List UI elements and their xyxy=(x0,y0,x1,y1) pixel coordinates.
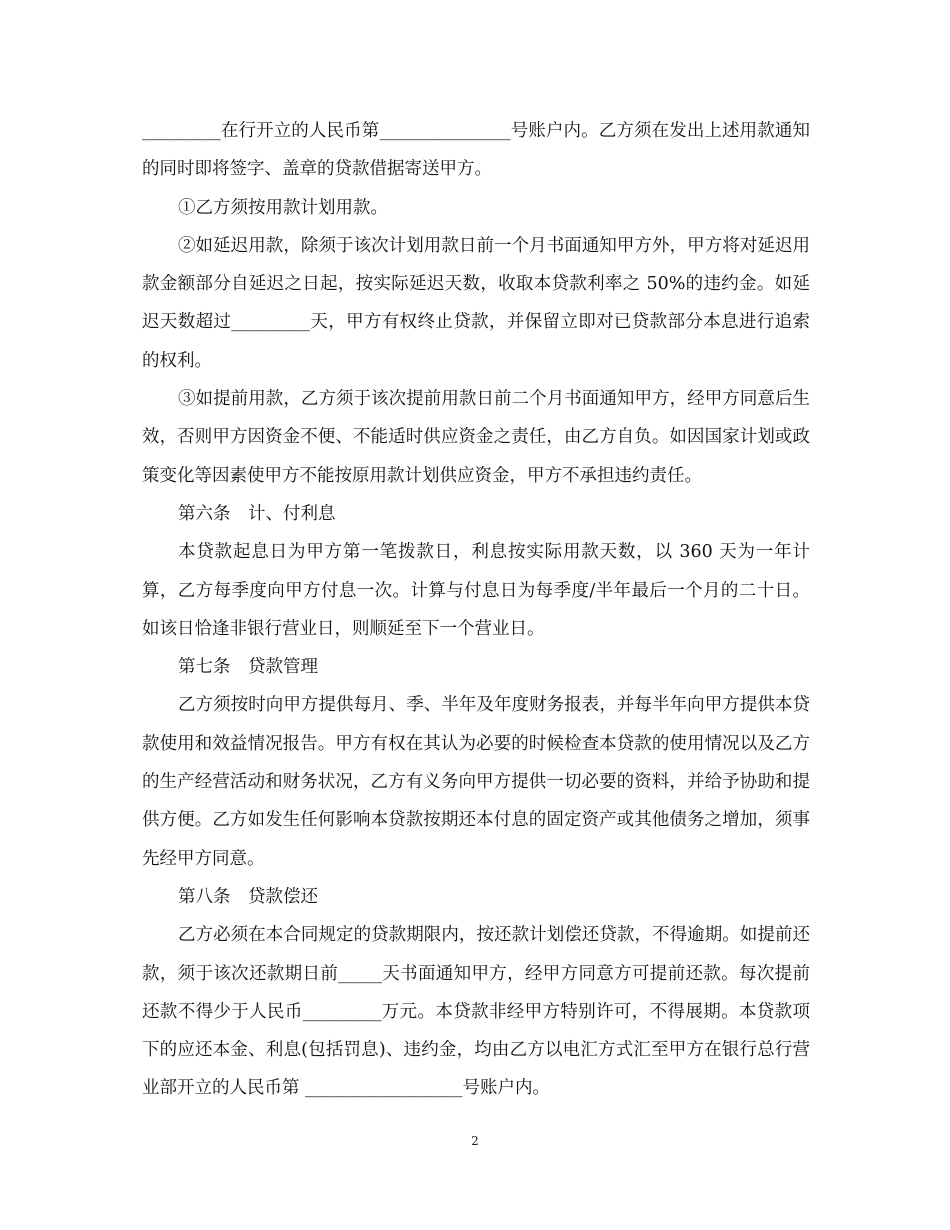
body-paragraph: ①乙方须按用款计划用款。 xyxy=(178,197,388,218)
article-heading-7: 第七条 贷款管理 xyxy=(178,657,318,678)
article-heading-8: 第八条 贷款偿还 xyxy=(178,886,318,907)
body-paragraph: ③如提前用款，乙方须于该次提前用款日前二个月书面通知甲方，经甲方同意后生效，否则甲方因资金不便、不能适时供应资金之责任，由乙方自负。如因国家计划或政策变化等因素使甲方不能按原用款计划供应资金，甲方不承担违约责任。 xyxy=(142,389,810,486)
body-paragraph: 本贷款起息日为甲方第一笔拨款日，利息按实际用款天数，以 360 天为一年计算，乙方每季度向甲方付息一次。计算与付息日为每季度/半年最后一个月的二十日。如该日恰逢非银行营业日，则顺延至下一个营业日。 xyxy=(142,542,810,639)
page-number: 2 xyxy=(471,1134,479,1148)
article-heading-6: 第六条 计、付利息 xyxy=(178,503,336,524)
body-paragraph: 乙方须按时向甲方提供每月、季、半年及年度财务报表，并每半年向甲方提供本贷款使用和效益情况报告。甲方有权在其认为必要的时候检查本贷款的使用情况以及乙方的生产经营活动和财务状况，乙方有义务向甲方提供一切必要的资料，并给予协助和提供方便。乙方如发生任何影响本贷款按期还本付息的固定资产或其他债务之增加，须事先经甲方同意。 xyxy=(142,695,810,869)
document-page xyxy=(142,112,810,1108)
body-paragraph: 乙方必须在本合同规定的贷款期限内，按还款计划偿还贷款，不得逾期。如提前还款，须于该次还款期日前_____天书面通知甲方，经甲方同意方可提前还款。每次提前还款不得少于人民币_________万元。本贷款非经甲方特别许可，不得展期。本贷款项下的应还本金、利息(包括罚息)、违约金，均由乙方以电汇方式汇至甲方在银行总行营业部开立的人民币第 __________________号账户内。 xyxy=(142,925,810,1099)
body-paragraph: _________在行开立的人民币第_______________号账户内。乙方须在发出上述用款通知的同时即将签字、盖章的贷款借据寄送甲方。 xyxy=(142,121,810,180)
body-paragraph: ②如延迟用款，除须于该次计划用款日前一个月书面通知甲方外，甲方将对延迟用款金额部分自延迟之日起，按实际延迟天数，收取本贷款利率之 50%的违约金。如延迟天数超过_________天，甲方有权终止贷款，并保留立即对已贷款部分本息进行追索的权利。 xyxy=(142,235,810,371)
